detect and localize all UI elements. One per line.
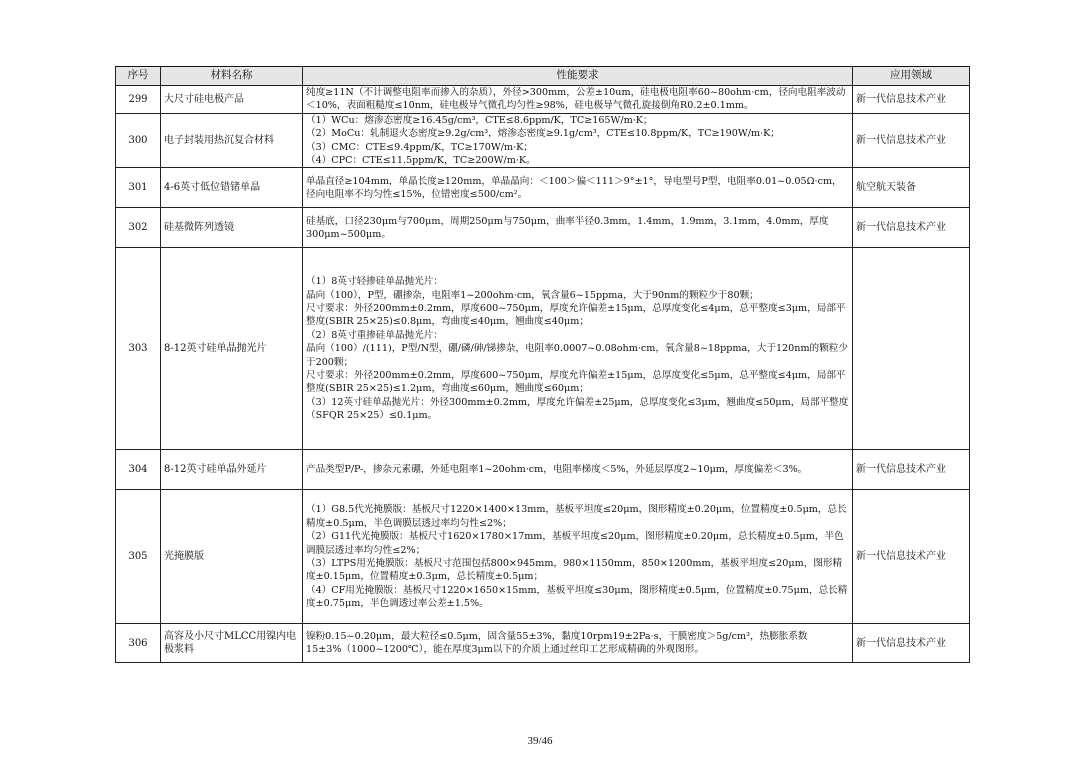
application-field: 新一代信息技术产业 bbox=[853, 208, 970, 248]
header-requirements: 性能要求 bbox=[303, 67, 853, 86]
material-name: 4-6英寸低位错锗单晶 bbox=[161, 168, 303, 208]
row-number: 306 bbox=[116, 624, 161, 663]
requirement-line: 纯度≥11N（不计调整电阻率而掺入的杂质），外径>300mm，公差±10um，硅电极电阻率60~80ohm·cm，径向电阻率波动＜10%，表面粗糙度≤10nm，硅电极导气微孔均匀性≥98%，硅电极导气微孔旋接倒角R0.2±0.1mm。 bbox=[306, 87, 846, 112]
material-name: 硅基微阵列透镜 bbox=[161, 208, 303, 248]
header-seq: 序号 bbox=[116, 67, 161, 86]
requirement-line: 产品类型P/P-，掺杂元素硼，外延电阻率1~20ohm·cm，电阻率梯度＜5%，外延层厚度2~10μm，厚度偏差＜3%。 bbox=[306, 464, 808, 476]
table-row bbox=[116, 168, 970, 208]
requirement-line: （1）8英寸轻掺硅单晶抛光片： bbox=[306, 276, 443, 288]
material-name: 高容及小尺寸MLCC用镍内电极浆料 bbox=[161, 624, 303, 663]
application-field: 新一代信息技术产业 bbox=[853, 113, 970, 168]
requirement-line: （2）G11代光掩膜版：基板尺寸1620×1780×17mm，基板平坦度≤20μm，图形精度±0.20μm，总长精度±0.5μm，半色调膜层透过率均匀性≤2%； bbox=[306, 531, 844, 556]
requirements-cell bbox=[303, 168, 853, 208]
requirements-cell bbox=[303, 450, 853, 490]
header-application-field: 应用领域 bbox=[853, 67, 970, 86]
material-name: 电子封装用热沉复合材料 bbox=[161, 113, 303, 168]
requirement-line: （3）LTPS用光掩膜版：基板尺寸范围包括800×945mm，980×1150mm，850×1200mm，基板平坦度≤20μm，图形精度±0.15μm，位置精度±0.3μm，总长精度±0.5μm； bbox=[306, 557, 843, 583]
table-row bbox=[116, 490, 970, 624]
requirement-line: （4）CPC：CTE≤11.5ppm/K，TC≥200W/m·K。 bbox=[306, 155, 536, 167]
requirement-line: （4）CF用光掩膜版：基板尺寸1220×1650×15mm，基板平坦度≤30μm，图形精度±0.5μm，位置精度±0.75μm，总长精度±0.75μm，半色调透过率公差±1.5%。 bbox=[306, 584, 848, 610]
application-field: 新一代信息技术产业 bbox=[853, 490, 970, 624]
table-row bbox=[116, 208, 970, 248]
table-header-row bbox=[116, 67, 970, 86]
row-number: 300 bbox=[116, 113, 161, 168]
table-body bbox=[116, 86, 970, 663]
row-number: 299 bbox=[116, 86, 161, 114]
requirement-line: 硅基底，口径230μm与700μm，周期250μm与750μm，曲率半径0.3mm，1.4mm，1.9mm，3.1mm，4.0mm，厚度300μm~500μm。 bbox=[306, 215, 829, 240]
row-number: 305 bbox=[116, 490, 161, 624]
row-number: 302 bbox=[116, 208, 161, 248]
material-name: 光掩膜版 bbox=[161, 490, 303, 624]
application-field: 航空航天装备 bbox=[853, 168, 970, 208]
table-row bbox=[116, 624, 970, 663]
requirement-line: （1）G8.5代光掩膜版：基板尺寸1220×1400×13mm，基板平坦度≤20μm，图形精度±0.20μm，位置精度±0.5μm，总长精度±0.5μm，半色调膜层透过率均匀性≤2%； bbox=[306, 504, 847, 529]
table-row bbox=[116, 450, 970, 490]
requirements-cell bbox=[303, 113, 853, 168]
application-field: 新一代信息技术产业 bbox=[853, 450, 970, 490]
row-number: 303 bbox=[116, 248, 161, 450]
row-number: 301 bbox=[116, 168, 161, 208]
requirement-line: （2）MoCu：轧制退火态密度≥9.2g/cm³，熔渗态密度≥9.1g/cm³，CTE≤10.8ppm/K，TC≥190W/m·K； bbox=[306, 128, 780, 140]
requirement-line: （3）12英寸硅单晶抛光片：外径300mm±0.2mm，厚度允许偏差±25μm，总厚度变化≤3μm，翘曲度≤50μm，局部平整度（SFQR 25×25）≤0.1μm。 bbox=[306, 396, 849, 422]
table-row bbox=[116, 248, 970, 450]
material-name: 8-12英寸硅单晶外延片 bbox=[161, 450, 303, 490]
requirement-line: 镍粉0.15~0.20μm，最大粒径≤0.5μm，固含量55±3%，黏度10rpm19±2Pa·s，干膜密度＞5g/cm³，热膨胀系数15±3%（1000~1200℃），能在厚度3μm以下的介质上通过丝印工艺形成精确的外观图形。 bbox=[306, 631, 808, 656]
requirement-line: 单晶直径≥104mm，单晶长度≥120mm，单晶晶向：＜100＞偏＜111＞9°±1°，导电型号P型，电阻率0.01~0.05Ω·cm，径向电阻率不均匀性≤15%，位错密度≤500/cm²。 bbox=[306, 175, 842, 200]
application-field bbox=[853, 248, 970, 450]
material-name: 8-12英寸硅单晶抛光片 bbox=[161, 248, 303, 450]
table-row bbox=[116, 113, 970, 168]
requirements-cell bbox=[303, 624, 853, 663]
material-name: 大尺寸硅电极产品 bbox=[161, 86, 303, 114]
requirement-line: （3）CMC：CTE≤9.4ppm/K，TC≥170W/m·K； bbox=[306, 141, 533, 153]
table-row bbox=[116, 86, 970, 114]
requirements-cell bbox=[303, 208, 853, 248]
requirement-line: （1）WCu：熔渗态密度≥16.45g/cm³，CTE≤8.6ppm/K，TC≥165W/m·K； bbox=[306, 114, 653, 126]
requirement-line: 尺寸要求：外径200mm±0.2mm，厚度600~750μm，厚度允许偏差±15μm，总厚度变化≤5μm，总平整度≤4μm，局部平整度(SBIR 25×25)≤1.2μm，弯曲度≤60μm，翘曲度≤60μm； bbox=[306, 370, 846, 395]
requirements-cell bbox=[303, 490, 853, 624]
requirement-line: （2）8英寸重掺硅单晶抛光片： bbox=[306, 329, 443, 341]
requirement-line: 尺寸要求：外径200mm±0.2mm，厚度600~750μm，厚度允许偏差±15μm，总厚度变化≤4μm，总平整度≤3μm，局部平整度(SBIR 25×25)≤0.8μm，弯曲度≤40μm，翘曲度≤40μm； bbox=[306, 303, 846, 328]
page-number: 39/46 bbox=[527, 735, 553, 747]
row-number: 304 bbox=[116, 450, 161, 490]
requirement-line: 晶向（100）/(111)，P型/N型，硼/磷/砷/锑掺杂，电阻率0.0007~0.08ohm·cm，氧含量8~18ppma，大于120nm的颗粒少于200颗； bbox=[306, 343, 848, 368]
header-material-name: 材料名称 bbox=[161, 67, 303, 86]
materials-spec-table bbox=[115, 66, 970, 663]
requirements-cell bbox=[303, 86, 853, 114]
requirements-cell bbox=[303, 248, 853, 450]
requirement-line: 晶向（100），P型，硼掺杂，电阻率1~200ohm·cm，氧含量6~15ppma，大于90nm的颗粒少于80颗； bbox=[306, 289, 759, 301]
application-field: 新一代信息技术产业 bbox=[853, 86, 970, 114]
application-field: 新一代信息技术产业 bbox=[853, 624, 970, 663]
